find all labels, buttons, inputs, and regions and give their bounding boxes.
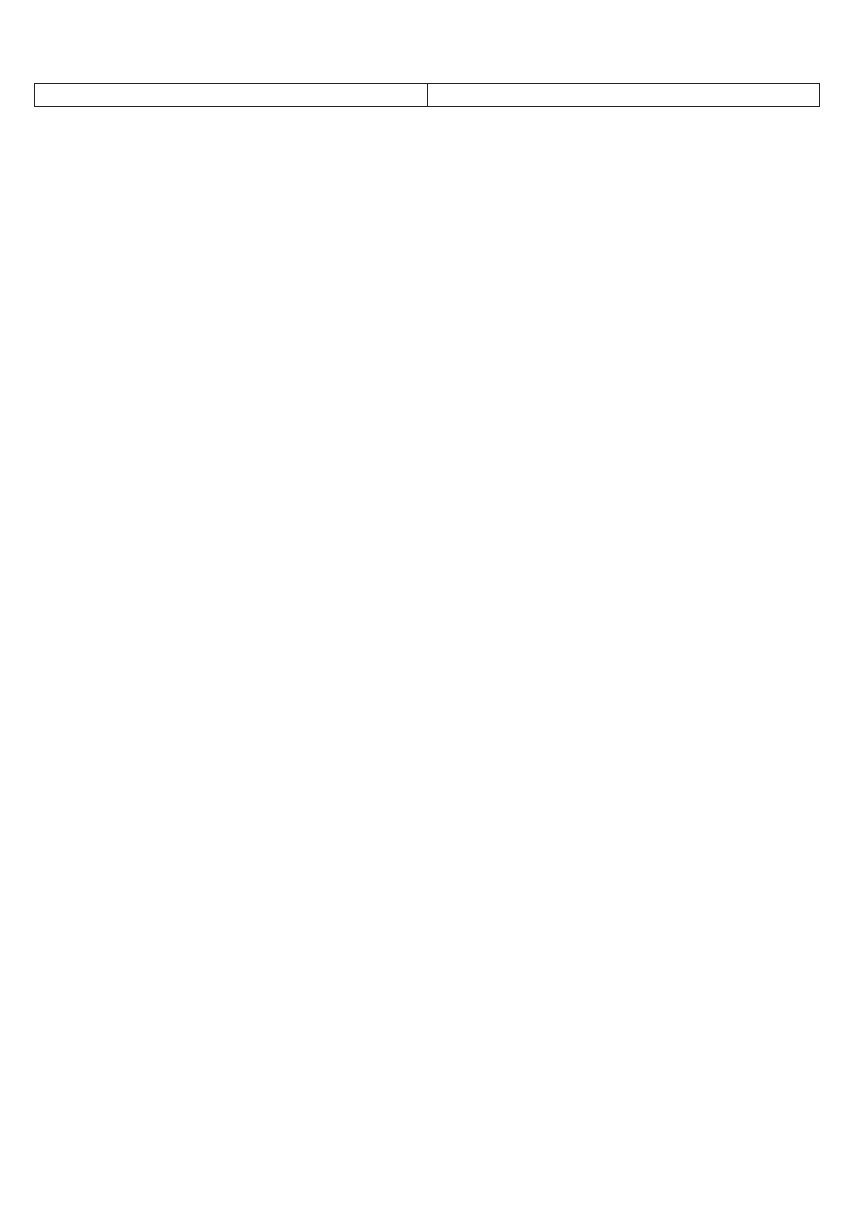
document-page bbox=[34, 36, 820, 107]
table-header-row bbox=[35, 84, 820, 107]
political-system-table bbox=[34, 83, 820, 107]
header-function bbox=[427, 84, 820, 107]
section-title bbox=[34, 56, 820, 79]
header-content bbox=[35, 84, 428, 107]
